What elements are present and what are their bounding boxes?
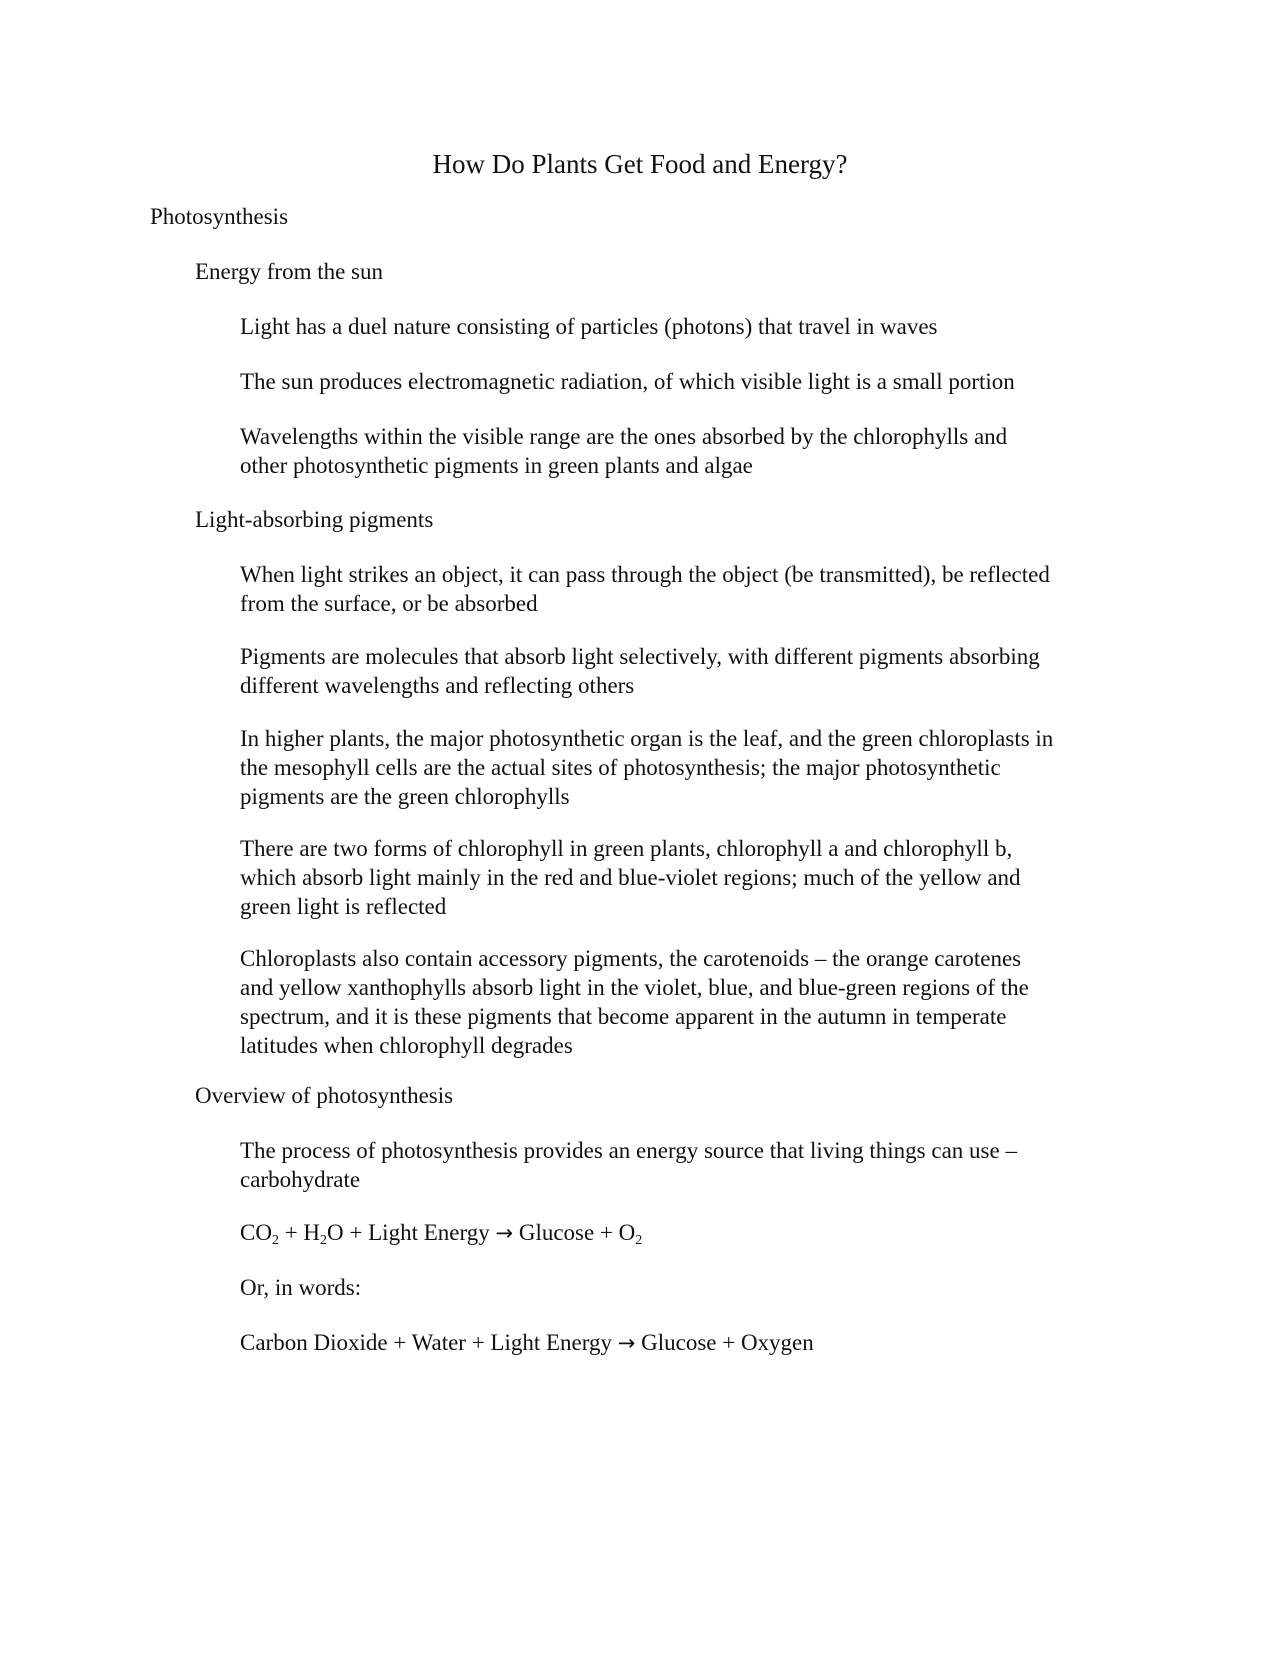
paragraph-line: from the surface, or be absorbed: [240, 591, 538, 616]
equation-o-light-energy: O + Light Energy: [327, 1220, 496, 1245]
paragraph-chlorophyll-forms: [240, 834, 1140, 921]
paragraph-line: Wavelengths within the visible range are the ones absorbed by the chlorophylls and: [240, 424, 1008, 449]
paragraph-line: which absorb light mainly in the red and blue-violet regions; much of the yellow and: [240, 865, 1021, 890]
paragraph-line: different wavelengths and reflecting others: [240, 673, 635, 698]
paragraph-line: Pigments are molecules that absorb light selectively, with different pigments absorbing: [240, 644, 1040, 669]
page-title: How Do Plants Get Food and Energy?: [432, 149, 848, 179]
paragraph-line: other photosynthetic pigments in green plants and algae: [240, 453, 753, 478]
equation-glucose-o: Glucose + O: [513, 1220, 636, 1245]
paragraph-in-words: Or, in words:: [240, 1275, 362, 1300]
paragraph-line: There are two forms of chlorophyll in green plants, chlorophyll a and chlorophyll b,: [240, 836, 1013, 861]
paragraph-accessory-pigments: [240, 944, 1140, 1060]
paragraph-light-strikes-object: [240, 560, 1140, 618]
word-equation: [240, 1328, 1140, 1358]
paragraph-line: the mesophyll cells are the actual sites of photosynthesis; the major photosynthetic: [240, 755, 1001, 780]
paragraph-line: and yellow xanthophylls absorb light in the violet, blue, and blue-green regions of the: [240, 975, 1029, 1000]
word-equation-right: Glucose + Oxygen: [635, 1330, 814, 1355]
section-heading-photosynthesis: Photosynthesis: [150, 204, 289, 229]
subscript-2: 2: [320, 1233, 328, 1248]
subscript-2: 2: [635, 1233, 643, 1248]
paragraph-line: When light strikes an object, it can pass through the object (be transmitted), be reflected: [240, 562, 1050, 587]
subheading-light-absorbing-pigments: Light-absorbing pigments: [195, 507, 434, 532]
paragraph-line: latitudes when chlorophyll degrades: [240, 1033, 573, 1058]
right-arrow-icon: →: [495, 1221, 514, 1245]
paragraph-line: carbohydrate: [240, 1167, 361, 1192]
paragraph-light-dual-nature: Light has a duel nature consisting of particles (photons) that travel in waves: [240, 314, 938, 339]
right-arrow-icon: →: [617, 1331, 636, 1355]
equation-plus-h: + H: [278, 1220, 321, 1245]
word-equation-left: Carbon Dioxide + Water + Light Energy: [240, 1330, 618, 1355]
subheading-energy-from-sun: Energy from the sun: [195, 259, 384, 284]
subscript-2: 2: [271, 1233, 279, 1248]
equation-co: CO: [240, 1220, 272, 1245]
paragraph-line: spectrum, and it is these pigments that become apparent in the autumn in temperate: [240, 1004, 1007, 1029]
paragraph-process-energy-source: [240, 1136, 1140, 1194]
subheading-overview-photosynthesis: Overview of photosynthesis: [195, 1083, 454, 1108]
paragraph-line: The process of photosynthesis provides an energy source that living things can use –: [240, 1138, 1017, 1163]
paragraph-higher-plants-leaf: [240, 724, 1140, 811]
paragraph-line: In higher plants, the major photosynthetic organ is the leaf, and the green chloroplasts in: [240, 726, 1054, 751]
paragraph-electromagnetic-radiation: The sun produces electromagnetic radiation, of which visible light is a small portion: [240, 369, 1015, 394]
chemical-equation: [240, 1218, 1140, 1248]
paragraph-line: green light is reflected: [240, 894, 447, 919]
paragraph-visible-wavelengths: [240, 422, 1140, 480]
paragraph-line: pigments are the green chlorophylls: [240, 784, 570, 809]
paragraph-pigments-molecules: [240, 642, 1140, 700]
paragraph-line: Chloroplasts also contain accessory pigments, the carotenoids – the orange carotenes: [240, 946, 1022, 971]
